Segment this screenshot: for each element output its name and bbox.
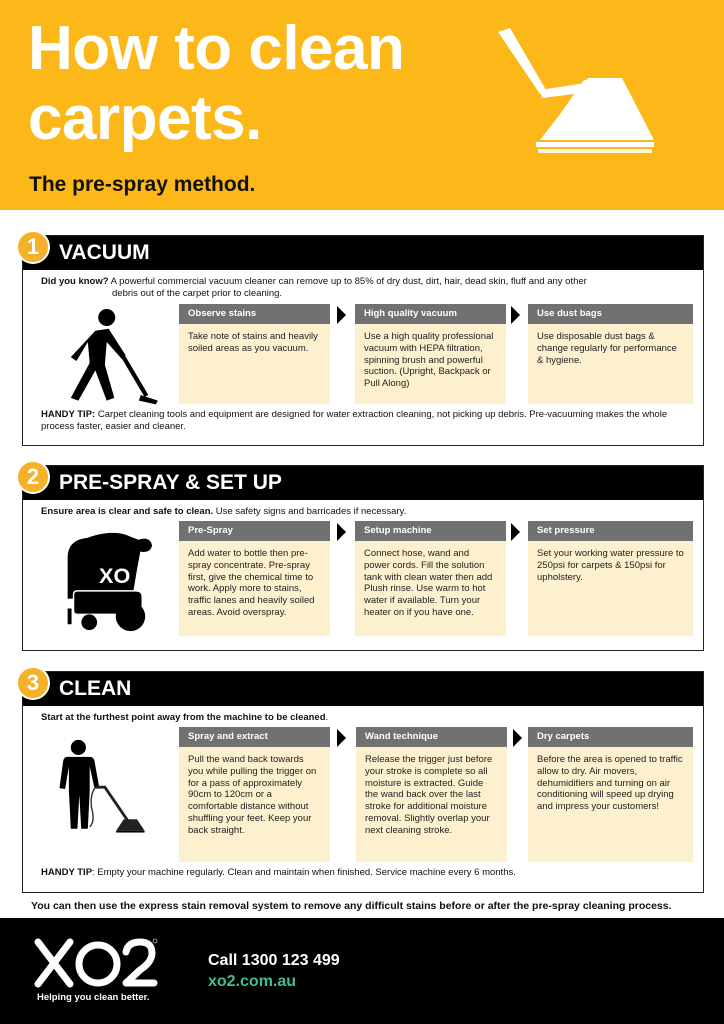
card-spray-and-extract (179, 727, 330, 862)
intro-text: A powerful commercial vacuum cleaner can remove up to 85% of dry dust, dirt, hair, dead skin, fluff and any other (108, 276, 587, 287)
card-heading: Wand technique (356, 727, 507, 747)
card-pre-spray (179, 521, 330, 636)
intro-text: . (325, 712, 329, 723)
arrow-right-icon (337, 729, 346, 747)
intro-bold: Ensure area is clear and safe to clean. (41, 506, 214, 517)
card-body: Add water to bottle then pre-spray concentrate. Pre-spray first, give the chemical time to work. Apply more to stains, traffic lanes and heavily soiled areas. Avoid overspray. (188, 548, 315, 618)
tip-text: Carpet cleaning tools and equipment are designed for water extraction cleaning, not picking up debris. Pre-vacuuming makes the whole process faster, easier and cleaner. (41, 409, 668, 432)
intro-bold: Did you know? (41, 276, 109, 287)
tip-text: : Empty your machine regularly. Clean and maintain when finished. Service machine every 6 months. (92, 867, 516, 878)
card-heading: Setup machine (355, 521, 506, 541)
card-heading: Observe stains (179, 304, 330, 324)
arrow-right-icon (337, 523, 346, 541)
tip-label: HANDY TIP (41, 867, 93, 878)
person-with-wand-icon (37, 738, 167, 842)
section-vacuum (22, 235, 704, 446)
section-header (23, 236, 703, 270)
card-wand-technique (356, 727, 507, 862)
step-badge-1: 1 (16, 230, 50, 264)
card-body: Connect hose, wand and power cords. Fill the solution tank with clean water then add Plush rinse. Use warm to hot water if available. Turn your heater on if you have one. (364, 548, 493, 618)
card-body: Before the area is opened to traffic allow to dry. Air movers, dehumidifiers and turning on air conditioning will speed up drying and impress your customers! (537, 754, 683, 813)
page-title (28, 14, 404, 154)
hero-banner (0, 0, 724, 210)
card-heading: Set pressure (528, 521, 693, 541)
section-pre-spray (22, 465, 704, 651)
section-title: PRE-SPRAY & SET UP (59, 471, 282, 494)
phone-number[interactable]: Call 1300 123 499 (208, 952, 340, 969)
handy-tip (41, 867, 673, 879)
handy-tip (41, 409, 673, 433)
intro-text: Use safety signs and barricades if necessary. (213, 506, 407, 517)
person-vacuuming-icon (37, 308, 167, 412)
section-clean (22, 671, 704, 893)
card-heading: High quality vacuum (355, 304, 506, 324)
card-heading: Use dust bags (528, 304, 693, 324)
arrow-right-icon (511, 523, 520, 541)
card-setup-machine (355, 521, 506, 636)
section-header (23, 466, 703, 500)
section-title: CLEAN (59, 677, 132, 700)
page-subtitle: The pre-spray method. (29, 173, 256, 196)
card-observe-stains (179, 304, 330, 404)
step-badge-2: 2 (16, 460, 50, 494)
extraction-machine-icon (37, 528, 167, 636)
website-link[interactable]: xo2.com.au (208, 973, 297, 990)
step-badge-3: 3 (16, 666, 50, 700)
footer (0, 918, 724, 1024)
arrow-right-icon (513, 729, 522, 747)
section-header (23, 672, 703, 706)
card-body: Use disposable dust bags & change regularly for performance & hygiene. (537, 331, 677, 366)
carpet-wand-icon (496, 28, 660, 158)
arrow-right-icon (511, 306, 520, 324)
section-intro (41, 712, 328, 724)
section-intro (41, 506, 406, 518)
card-heading: Pre-Spray (179, 521, 330, 541)
arrow-right-icon (337, 306, 346, 324)
card-heading: Dry carpets (528, 727, 693, 747)
intro-bold: Start at the furthest point away from the machine to be cleaned (41, 712, 326, 723)
card-body: Pull the wand back towards you while pulling the trigger on for a pass of approximately 90cm to 120cm or a comfortable distance without shuffling your feet. Keep your back straight. (188, 754, 317, 836)
intro-text-cont: debris out of the carpet prior to cleaning. (112, 288, 283, 299)
card-body: Take note of stains and heavily soiled areas as you vacuum. (188, 331, 318, 354)
card-dry-carpets (528, 727, 693, 862)
card-body: Set your working water pressure to 250psi for carpets & 150psi for upholstery. (537, 548, 684, 583)
section-title: VACUUM (59, 241, 150, 264)
title-line-2: carpets. (28, 84, 262, 153)
card-heading: Spray and extract (179, 727, 330, 747)
card-body: Use a high quality professional vacuum with HEPA filtration, spinning brush and powerful suction. (Upright, Backpack or Pull Along) (364, 331, 494, 390)
card-body: Release the trigger just before your stroke is complete so all moisture is extracted. Guide the wand back over the last stroke for additional moisture removal. Slightly overlap your next cleaning stroke. (365, 754, 493, 836)
svg-text:XO: XO (99, 562, 131, 588)
xo2-logo (34, 938, 158, 990)
card-set-pressure (528, 521, 693, 636)
logo-tagline: Helping you clean better. (37, 992, 150, 1003)
title-line-1: How to clean (28, 14, 405, 83)
tip-label: HANDY TIP: (41, 409, 96, 420)
card-use-dust-bags (528, 304, 693, 404)
card-high-quality-vacuum (355, 304, 506, 404)
section-intro (41, 276, 587, 300)
closing-note: You can then use the express stain removal system to remove any difficult stains before or after the pre-spray cleaning process. (31, 900, 672, 912)
